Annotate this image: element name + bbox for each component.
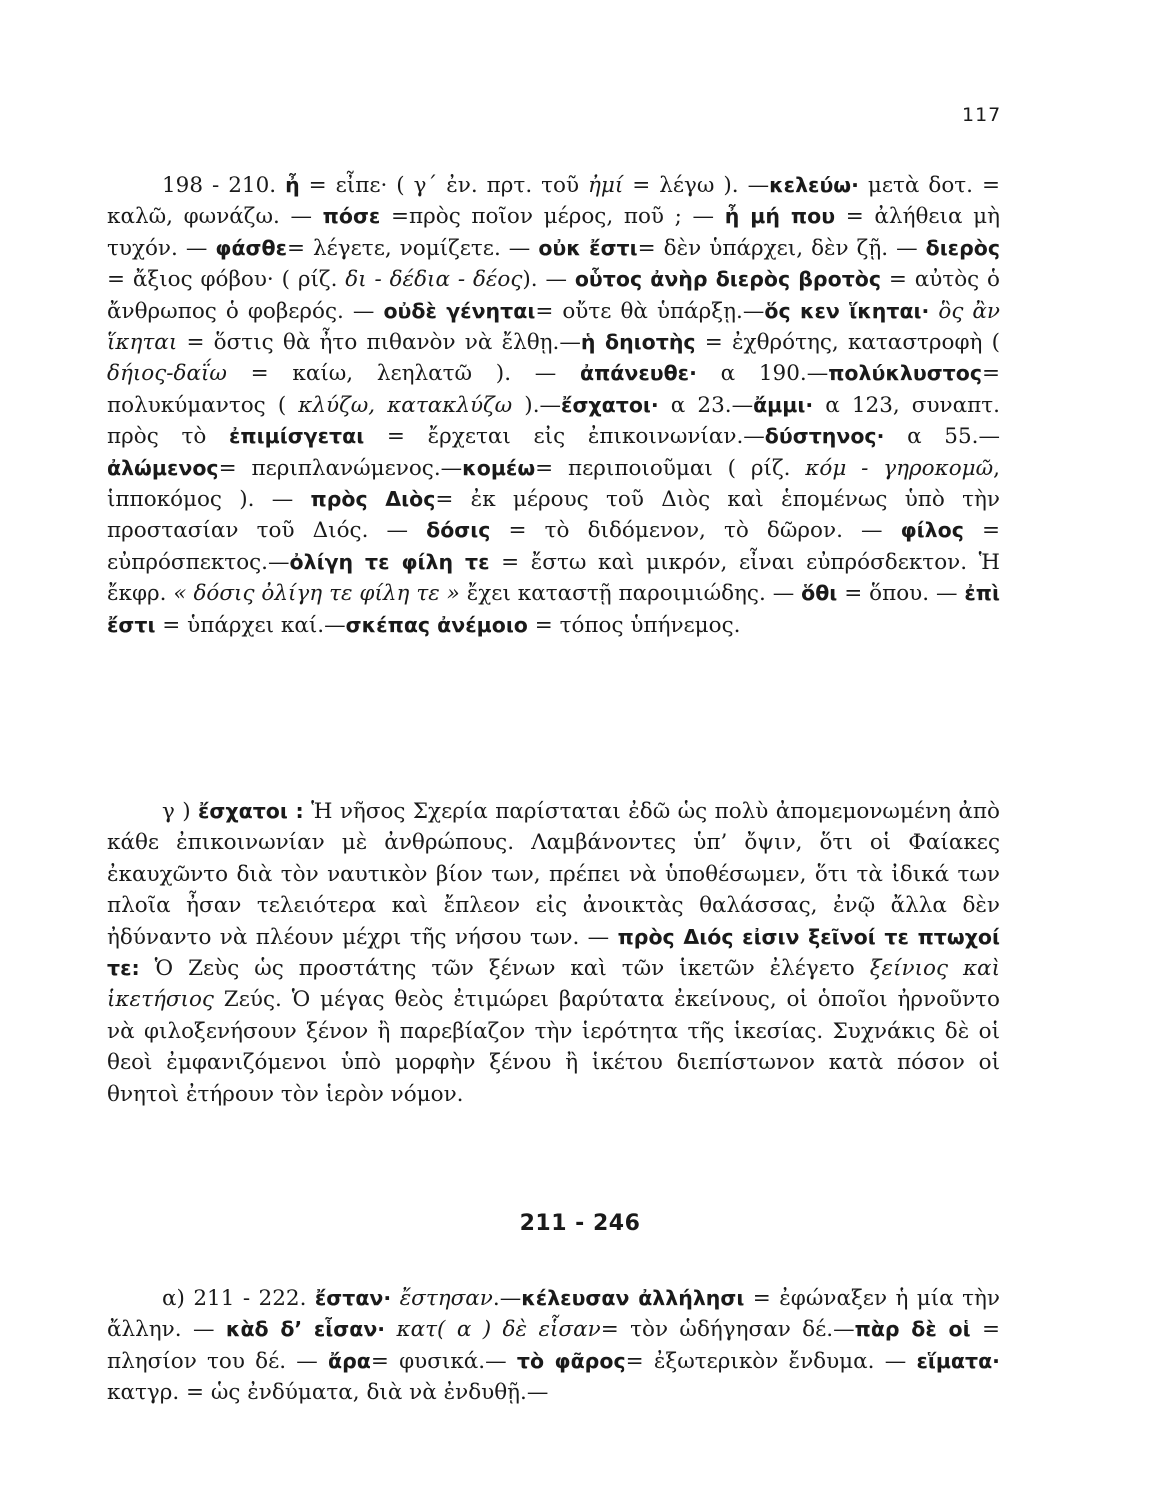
lemma: πολύκλυστος xyxy=(828,361,982,386)
lemma: ἔσχατοι· xyxy=(561,392,659,417)
text-run: = ὑπάρχει καί.— xyxy=(155,612,346,638)
text-run: α 55.— xyxy=(884,424,1000,450)
text-run: = λέγω ). — xyxy=(623,173,770,198)
lemma: ἦ μή που xyxy=(724,204,836,229)
lemma: φίλος xyxy=(900,518,964,543)
lemma: πὰρ δὲ οἱ xyxy=(854,1317,971,1342)
text-run: α 190.— xyxy=(696,361,829,387)
lemma: ἐπὶ ἔστι xyxy=(107,581,1001,637)
lemma: δόσις xyxy=(426,518,491,543)
italic-term: κόμ - γηροκομῶ xyxy=(805,455,994,481)
commentary-block-211-222 xyxy=(107,1283,1000,1409)
text-run: α 123, συναπτ. πρὸς τὸ xyxy=(107,392,1000,450)
text-run: ). — xyxy=(522,267,575,293)
lemma: οὐδὲ γένηται xyxy=(383,298,536,323)
text-run: , ἱπποκόμος ). — xyxy=(107,455,1000,513)
lemma: ἀπάνευθε· xyxy=(579,361,697,386)
text-run: = καίω, λεηλατῶ ). — xyxy=(226,361,580,387)
lemma: πρὸς Διὸς xyxy=(310,487,436,512)
lemma: φάσθε xyxy=(215,235,287,260)
text-run: .— xyxy=(492,1286,522,1311)
lemma: κελεύω· xyxy=(769,173,859,197)
text-run: Ζεύς. Ὁ μέγας θεὸς ἐτιμώρει βαρύτατα ἐκείνους, οἱ ὁποῖοι ἠρνοῦντο νὰ φιλοξενήσουν ξένον ἢ παρεβίαζον τὴν ἱερότητα τῆς ἱκεσίας. Συχνάκις δὲ οἱ θεοὶ ἐμφανιζόμενοι ὑπὸ μορφὴν ξένου ἢ ἱκέτου διεπίστωνον κατὰ πόσον οἱ θνητοὶ ἐτήρουν τὸν ἱερὸν νόμον. xyxy=(107,987,1000,1107)
italic-term: δι - δέδια - δέος xyxy=(345,267,523,293)
lemma: διερὸς xyxy=(925,235,1001,260)
text-run: = ἔρχεται εἰς ἐπικοινωνίαν.— xyxy=(364,424,765,450)
text-run: = αὐτὸς ὁ ἄνθρωπος ὁ φοβερός. — xyxy=(107,267,1000,324)
text-run: = ἄξιος φόβου· ( ρίζ. xyxy=(107,267,346,293)
text-run: α 23.— xyxy=(658,392,754,418)
lemma: τὸ φᾶρος xyxy=(516,1348,626,1373)
text-run: = ὅστις θὰ ἦτο πιθανὸν νὰ ἔλθῃ.— xyxy=(177,330,581,356)
lemma: ἐπιμίσγεται xyxy=(229,424,365,449)
text-run xyxy=(385,1317,396,1342)
text-run: Ἡ νῆσος Σχερία παρίσταται ἐδῶ ὡς πολὺ ἀπομεμονωμένη ἀπὸ κάθε ἐπικοινωνίαν μὲ ἀνθρώπους. Λαμβάνοντες ὑπ’ ὄψιν, ὅτι οἱ Φαίακες ἐκαυχῶντο διὰ τὸν ναυτικὸν βίον των, πρέπει νὰ ὑποθέσωμεν, ὅτι τὰ ἰδικά των πλοῖα ἦσαν τελειότερα καὶ ἔπλεον εἰς ἀνοικτὰς θαλάσσας, ἐνῷ ἄλλα δὲν ἠδύναντο νὰ πλέουν μέχρι τῆς νήσου των. — xyxy=(107,799,1001,950)
text-run: = πολυκύμαντος ( xyxy=(107,361,1001,418)
text-run: = ἐχθρότης, καταστροφὴ ( xyxy=(695,330,1000,356)
text-run: = εὐπρόσπεκτος.— xyxy=(107,518,1000,575)
text-run: = πλησίον του δέ. — xyxy=(107,1317,1001,1374)
text-run: = ἀλήθεια μὴ τυχόν. — xyxy=(107,204,1000,261)
text-run: = περιποιοῦμαι ( ρίζ. xyxy=(535,455,806,481)
lemma: ἔσταν· xyxy=(314,1286,392,1310)
lemma: ἀλώμενος xyxy=(107,455,219,480)
text-run: ἔχει καταστῇ παροιμιώδης. — xyxy=(459,581,802,607)
lemma: κομέω xyxy=(462,455,536,480)
text-run: γ ) xyxy=(162,799,199,824)
italic-term: κλύζω, κατακλύζω xyxy=(298,392,513,418)
lemma: εἵματα· xyxy=(916,1348,1000,1373)
italic-term: ἔστησαν xyxy=(399,1286,493,1311)
italic-term: δήιος-δαΐω xyxy=(107,361,227,387)
text-run: = φυσικά.— xyxy=(370,1348,517,1374)
commentary-block-gamma xyxy=(107,796,1000,1110)
text-run: = δὲν ὑπάρχει, δὲν ζῇ. — xyxy=(637,235,926,261)
page-number: 117 xyxy=(962,104,1002,126)
paragraph-211-222 xyxy=(107,1283,1000,1409)
lemma: ὅς κεν ἵκηται· xyxy=(764,298,930,323)
lemma: ἄμμι· xyxy=(753,392,814,417)
text-run: = λέγετε, νομίζετε. — xyxy=(287,235,539,261)
italic-term: ξείνιος καὶ ἱκετήσιος xyxy=(107,956,1000,1013)
text-run: = τὸν ὡδήγησαν δέ.— xyxy=(600,1317,855,1343)
text-run: = ἔστω καὶ μικρόν, εἶναι εὐπρόσδεκτον. Ἡ ἔκφρ. xyxy=(107,549,1001,607)
lemma: ὅθι xyxy=(801,581,838,606)
text-run: = τόπος ὑπήνεμος. xyxy=(527,612,741,638)
section-heading: 211 - 246 xyxy=(519,1211,641,1236)
text-run: = εἶπε· ( γ΄ ἐν. πρτ. τοῦ xyxy=(299,173,589,198)
paragraph-gamma xyxy=(107,796,1000,1110)
text-run: = ὅπου. — xyxy=(837,581,965,607)
paragraph-198-210 xyxy=(107,170,1000,641)
lemma: πόσε xyxy=(322,204,381,229)
lemma: ἦ xyxy=(285,173,300,197)
italic-term: ὃς ἂν ἵκηται xyxy=(107,298,1000,356)
lemma: δύστηνος· xyxy=(764,424,885,449)
text-run xyxy=(391,1286,399,1311)
text-run: Ὁ Ζεὺς ὡς προστάτης τῶν ξένων καὶ τῶν ἱκετῶν ἐλέγετο xyxy=(139,956,870,982)
text-run: = ἐκ μέρους τοῦ Διὸς καὶ ἑπομένως ὑπὸ τὴν προστασίαν τοῦ Διός. — xyxy=(107,487,1001,544)
italic-term: κατ( α ) δὲ εἷσαν xyxy=(396,1317,601,1343)
italic-term: « δόσις ὀλίγη τε φίλη τε » xyxy=(173,581,460,607)
lemma: οὗτος ἀνὴρ διερὸς βροτὸς xyxy=(574,267,882,292)
lemma: κέλευσαν ἀλλήλησι xyxy=(521,1286,745,1310)
text-run: κατγρ. = ὡς ἐνδύματα, διὰ νὰ ἐνδυθῇ.— xyxy=(107,1380,549,1406)
lemma: πρὸς Διός εἰσιν ξεῖνοί τε πτωχοί τε: xyxy=(107,924,1000,981)
text-run: = τὸ διδόμενον, τὸ δῶρον. — xyxy=(490,518,901,544)
lemma: ἔσχατοι : xyxy=(198,799,304,823)
lemma: ἄρα xyxy=(328,1348,371,1373)
text-run: = περιπλανώμενος.— xyxy=(218,455,463,481)
text-run: = οὔτε θὰ ὑπάρξῃ.— xyxy=(535,298,765,324)
lemma: κὰδ δ’ εἷσαν· xyxy=(225,1317,386,1342)
italic-term: ἠμί xyxy=(588,173,624,198)
text-run: α) 211 - 222. xyxy=(162,1286,315,1311)
lemma: οὐκ ἔστι xyxy=(538,235,638,260)
text-run: = ἐξωτερικὸν ἔνδυμα. — xyxy=(625,1348,917,1374)
text-run: =πρὸς ποῖον μέρος, ποῦ ; — xyxy=(380,204,725,230)
lemma: ἡ δηιοτὴς xyxy=(580,330,696,355)
text-run: 198 - 210. xyxy=(162,173,286,198)
lemma: ὀλίγη τε φίλη τε xyxy=(289,549,490,574)
commentary-block-198-210 xyxy=(107,170,1000,641)
text-run: ).— xyxy=(512,392,562,418)
text-run: μετὰ δοτ. = καλῶ, φωνάζω. — xyxy=(107,173,1000,230)
lemma: σκέπας ἀνέμοιο xyxy=(345,612,528,637)
text-run: = ἐφώναξεν ἡ μία τὴν ἄλλην. — xyxy=(107,1286,1000,1343)
